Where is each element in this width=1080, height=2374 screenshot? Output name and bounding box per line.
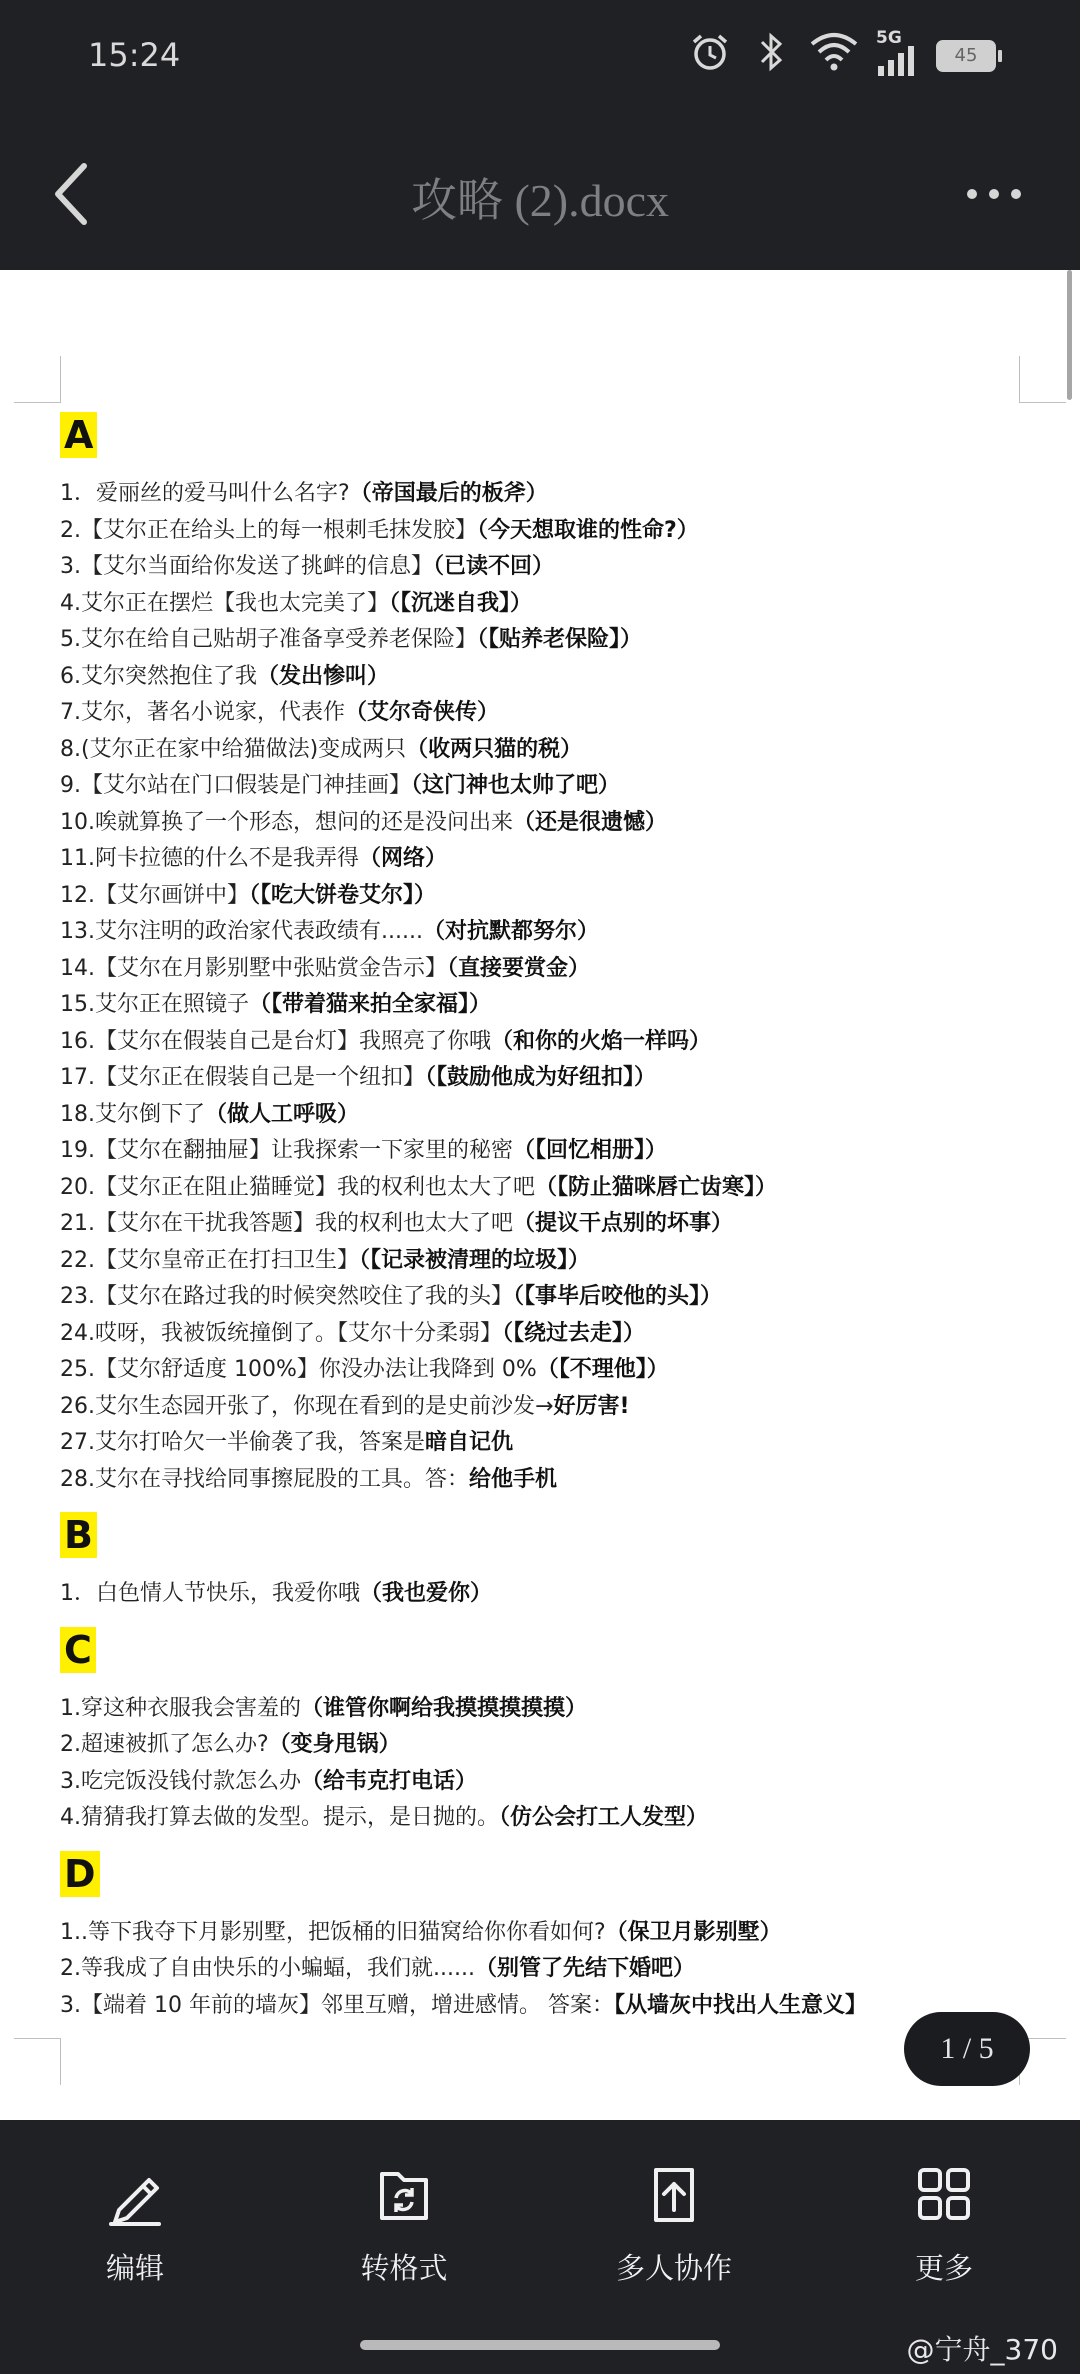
section-b bbox=[60, 1512, 1060, 1613]
list-item bbox=[60, 1097, 1060, 1134]
page-indicator[interactable]: 1 / 5 bbox=[904, 2012, 1030, 2086]
answer-text: （提议干点别的坏事） bbox=[513, 1211, 734, 1236]
answer-text: （还是很遗憾） bbox=[513, 809, 668, 835]
list-item bbox=[60, 1915, 1060, 1952]
section-heading: A bbox=[60, 412, 97, 458]
answer-text: （【事毕后咬他的头】） bbox=[513, 1284, 723, 1309]
list-item bbox=[60, 1988, 1060, 2025]
battery-icon bbox=[936, 40, 996, 72]
answer-text: （发出惨叫） bbox=[257, 663, 390, 689]
more-label: 更多 bbox=[914, 2251, 973, 2285]
convert-format-icon bbox=[374, 2164, 434, 2226]
document-content bbox=[60, 412, 1060, 2024]
page-corner-mark bbox=[14, 2038, 61, 2085]
home-indicator[interactable] bbox=[360, 2340, 720, 2350]
page-corner-mark bbox=[1019, 356, 1066, 403]
answer-text: （艾尔奇侠传） bbox=[345, 700, 500, 725]
status-time: 15:24 bbox=[88, 36, 181, 74]
question-text: 2.超速被抓了怎么办? bbox=[60, 1732, 269, 1757]
answer-text: （别管了先结下婚吧） bbox=[474, 1956, 695, 1981]
answer-text: （【绕过去走】） bbox=[502, 1320, 646, 1346]
section-d bbox=[60, 1851, 1060, 2025]
section-c bbox=[60, 1627, 1060, 1837]
alarm-icon bbox=[688, 30, 732, 74]
answer-text: （帝国最后的板斧） bbox=[349, 481, 548, 506]
scrollbar[interactable] bbox=[1067, 270, 1072, 400]
list-item bbox=[60, 1170, 1060, 1207]
pencil-icon bbox=[105, 2164, 165, 2226]
document-page[interactable] bbox=[0, 270, 1080, 2120]
convert-format-button[interactable] bbox=[304, 2164, 504, 2287]
question-text: 26.艾尔生态园开张了，你现在看到的是史前沙发→ bbox=[60, 1393, 554, 1419]
answer-text: （我也爱你） bbox=[360, 1581, 493, 1606]
question-text: 6.艾尔突然抱住了我 bbox=[60, 663, 257, 689]
list-item bbox=[60, 1024, 1060, 1061]
wifi-icon bbox=[808, 30, 860, 74]
list-item bbox=[60, 914, 1060, 951]
answer-text: 给他手机 bbox=[469, 1466, 558, 1492]
list-item bbox=[60, 1316, 1060, 1353]
answer-text: （【防止猫咪唇亡齿寒】） bbox=[535, 1174, 778, 1200]
item-list bbox=[60, 1691, 1060, 1837]
answer-text: （【带着猫来拍全家福】） bbox=[249, 992, 492, 1017]
answer-text: （【鼓励他成为好纽扣】） bbox=[425, 1065, 657, 1090]
question-text: 25.【艾尔舒适度 100%】你没办法让我降到 0% bbox=[60, 1357, 537, 1382]
status-bar bbox=[0, 0, 1080, 118]
answer-text: （和你的火焰一样吗） bbox=[491, 1028, 712, 1054]
question-text: 21.【艾尔在干扰我答题】我的权利也太大了吧 bbox=[60, 1211, 513, 1236]
grid-more-icon bbox=[914, 2164, 974, 2226]
answer-text: 【从墙灰中找出人生意义】 bbox=[613, 1992, 867, 2018]
list-item bbox=[60, 513, 1060, 550]
question-text: 18.艾尔倒下了 bbox=[60, 1101, 205, 1127]
list-item bbox=[60, 1352, 1060, 1389]
list-item bbox=[60, 1800, 1060, 1837]
question-text: 4.艾尔正在摆烂【我也太完美了】 bbox=[60, 590, 389, 616]
section-heading: B bbox=[60, 1512, 97, 1558]
question-text: 17.【艾尔正在假装自己是一个纽扣】 bbox=[60, 1065, 425, 1090]
answer-text: （变身甩锅） bbox=[268, 1732, 401, 1757]
list-item bbox=[60, 622, 1060, 659]
question-text: 16.【艾尔在假装自己是台灯】我照亮了你哦 bbox=[60, 1028, 491, 1054]
question-text: 14.【艾尔在月影别墅中张贴赏金告示】 bbox=[60, 955, 447, 981]
section-a bbox=[60, 412, 1060, 1498]
list-item bbox=[60, 951, 1060, 988]
network-type: 5G bbox=[876, 28, 902, 48]
list-item bbox=[60, 1691, 1060, 1728]
answer-text: （【不理他】） bbox=[536, 1357, 669, 1382]
title-bar bbox=[0, 118, 1080, 270]
answer-text: （【沉迷自我】） bbox=[389, 590, 533, 616]
more-button[interactable] bbox=[844, 2164, 1044, 2287]
item-list bbox=[60, 1915, 1060, 2025]
question-text: 27.艾尔打哈欠一半偷袭了我，答案是 bbox=[60, 1430, 425, 1455]
list-item bbox=[60, 1133, 1060, 1170]
answer-text: 暗自记仇 bbox=[425, 1430, 514, 1455]
question-text: 28.艾尔在寻找给同事擦屁股的工具。答： bbox=[60, 1466, 469, 1492]
question-text: 24.哎呀，我被饭统撞倒了。【艾尔十分柔弱】 bbox=[60, 1320, 502, 1346]
question-text: 1..等下我夺下月影别墅，把饭桶的旧猫窝给你你看如何? bbox=[60, 1919, 606, 1945]
question-text: 19.【艾尔在翻抽屉】让我探索一下家里的秘密 bbox=[60, 1138, 513, 1163]
list-item bbox=[60, 1243, 1060, 1280]
answer-text: （今天想取谁的性命?） bbox=[477, 517, 699, 543]
answer-text: （仿公会打工人发型） bbox=[499, 1805, 709, 1830]
list-item bbox=[60, 732, 1060, 769]
question-text: 5.艾尔在给自己贴胡子准备享受养老保险】 bbox=[60, 627, 477, 652]
answer-text: （收两只猫的税） bbox=[406, 736, 583, 762]
answer-text: （【吃大饼卷艾尔】） bbox=[249, 882, 437, 908]
list-item bbox=[60, 987, 1060, 1024]
list-item bbox=[60, 1389, 1060, 1426]
question-text: 4.猜猜我打算去做的发型。提示，是日抛的。 bbox=[60, 1805, 499, 1830]
list-item bbox=[60, 1576, 1060, 1613]
list-item bbox=[60, 659, 1060, 696]
collaborate-label: 多人协作 bbox=[615, 2251, 732, 2285]
list-item bbox=[60, 878, 1060, 915]
status-icons bbox=[660, 30, 1080, 86]
question-text: 10.唉就算换了一个形态，想问的还是没问出来 bbox=[60, 809, 513, 835]
answer-text: （做人工呼吸） bbox=[205, 1101, 360, 1127]
answer-text: （【贴养老保险】） bbox=[477, 627, 643, 652]
question-text: 23.【艾尔在路过我的时候突然咬住了我的头】 bbox=[60, 1284, 513, 1309]
answer-text: （这门神也太帅了吧） bbox=[411, 773, 621, 798]
page-corner-mark bbox=[14, 356, 61, 403]
answer-text: （谁管你啊给我摸摸摸摸摸） bbox=[301, 1695, 588, 1721]
collaborate-icon bbox=[644, 2164, 704, 2226]
list-item bbox=[60, 1727, 1060, 1764]
question-text: 9.【艾尔站在门口假装是门神挂画】 bbox=[60, 773, 411, 798]
question-text: 8.(艾尔正在家中给猫做法)变成两只 bbox=[60, 736, 407, 762]
list-item bbox=[60, 695, 1060, 732]
question-text: 15.艾尔正在照镜子 bbox=[60, 992, 249, 1017]
list-item bbox=[60, 586, 1060, 623]
question-text: 3.吃完饭没钱付款怎么办 bbox=[60, 1768, 301, 1794]
answer-text: （直接要赏金） bbox=[447, 955, 591, 981]
answer-text: （已读不回） bbox=[433, 554, 555, 579]
question-text: 20.【艾尔正在阻止猫睡觉】我的权利也太大了吧 bbox=[60, 1174, 535, 1200]
bluetooth-icon bbox=[756, 30, 786, 74]
section-heading: C bbox=[60, 1627, 96, 1673]
list-item bbox=[60, 768, 1060, 805]
list-item bbox=[60, 841, 1060, 878]
list-item bbox=[60, 805, 1060, 842]
answer-text: （【记录被清理的垃圾】） bbox=[359, 1247, 591, 1273]
item-list bbox=[60, 1576, 1060, 1613]
signal-icon bbox=[878, 46, 918, 76]
answer-text: （给韦克打电话） bbox=[301, 1768, 478, 1794]
question-text: 2.等我成了自由快乐的小蝙蝠，我们就...... bbox=[60, 1956, 475, 1981]
watermark: @宁舟_370 bbox=[906, 2333, 1058, 2366]
list-item bbox=[60, 1060, 1060, 1097]
list-item bbox=[60, 1951, 1060, 1988]
answer-text: （网络） bbox=[359, 846, 448, 871]
question-text: 3.【端着 10 年前的墙灰】邻里互赠，增进感情。 答案： bbox=[60, 1992, 614, 2018]
question-text: 11.阿卡拉德的什么不是我弄得 bbox=[60, 846, 359, 871]
list-item bbox=[60, 1425, 1060, 1462]
question-text: 1．白色情人节快乐，我爱你哦 bbox=[60, 1581, 360, 1606]
collaborate-button[interactable] bbox=[574, 2164, 774, 2287]
list-item bbox=[60, 1206, 1060, 1243]
list-item bbox=[60, 1279, 1060, 1316]
more-options-icon[interactable] bbox=[964, 182, 1024, 206]
answer-text: 好厉害! bbox=[553, 1393, 630, 1419]
convert-format-label: 转格式 bbox=[360, 2251, 448, 2285]
battery-level: 45 bbox=[954, 45, 978, 66]
list-item bbox=[60, 1764, 1060, 1801]
question-text: 1.穿这种衣服我会害羞的 bbox=[60, 1695, 301, 1721]
question-text: 1．爱丽丝的爱马叫什么名字? bbox=[60, 481, 350, 506]
list-item bbox=[60, 549, 1060, 586]
answer-text: （保卫月影别墅） bbox=[605, 1919, 782, 1945]
edit-label: 编辑 bbox=[105, 2251, 164, 2285]
answer-text: （【回忆相册】） bbox=[513, 1138, 668, 1163]
question-text: 22.【艾尔皇帝正在打扫卫生】 bbox=[60, 1247, 359, 1273]
item-list bbox=[60, 476, 1060, 1498]
question-text: 13.艾尔注明的政治家代表政绩有...... bbox=[60, 919, 423, 944]
answer-text: （对抗默都努尔） bbox=[422, 919, 599, 944]
question-text: 12.【艾尔画饼中】 bbox=[60, 882, 249, 908]
question-text: 2.【艾尔正在给头上的每一根刺毛抹发胶】 bbox=[60, 517, 477, 543]
edit-button[interactable] bbox=[35, 2164, 235, 2287]
question-text: 7.艾尔，著名小说家，代表作 bbox=[60, 700, 345, 725]
question-text: 3.【艾尔当面给你发送了挑衅的信息】 bbox=[60, 554, 433, 579]
document-title: 攻略 (2).docx bbox=[410, 175, 670, 226]
list-item bbox=[60, 1462, 1060, 1499]
list-item bbox=[60, 476, 1060, 513]
section-heading: D bbox=[60, 1851, 100, 1897]
